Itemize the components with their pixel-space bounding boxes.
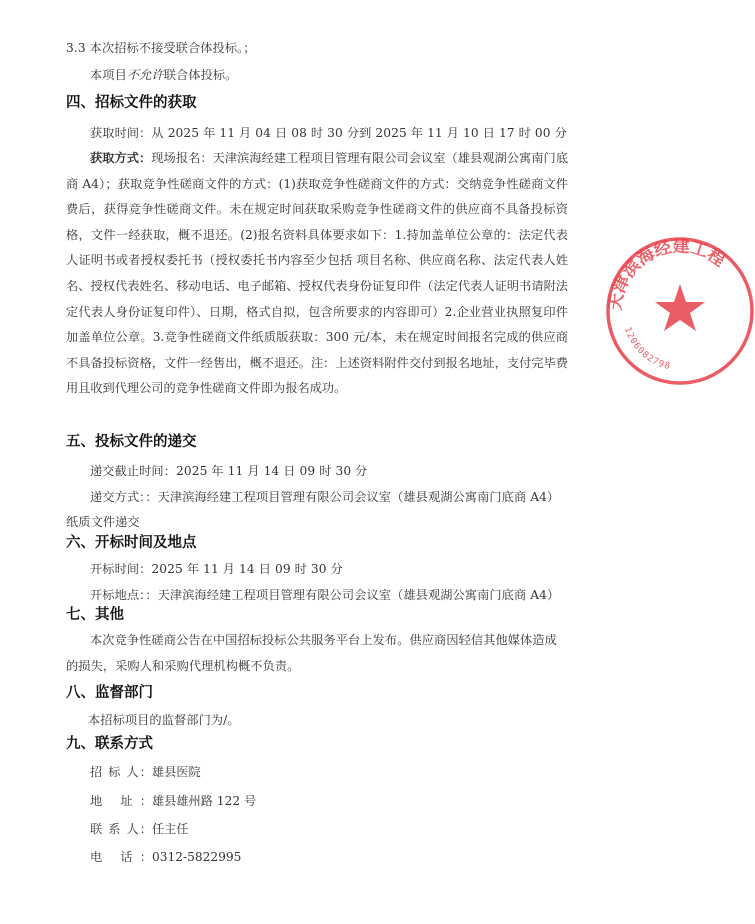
consortium-suffix: 联合体投标。	[163, 68, 238, 82]
other-line-1: 本次竞争性磋商公告在中国招标投标公共服务平台上发布。供应商因轻信其他媒体造成	[90, 633, 557, 647]
contact-value: 任主任	[152, 822, 189, 836]
consortium-note	[90, 67, 237, 84]
company-seal	[605, 236, 755, 386]
contact-row-tenderer	[90, 764, 201, 781]
heading-supervision: 八、监督部门	[66, 685, 153, 701]
heading-submission: 五、投标文件的递交	[66, 434, 197, 450]
contact-row-person	[90, 821, 189, 838]
obtain-time: 获取时间：从 2025 年 11 月 04 日 08 时 30 分到 2025 年 11 月 10 日 17 时 00 分	[90, 126, 567, 140]
supervision-text: 本招标项目的监督部门为/。	[88, 713, 240, 727]
heading-bid-opening: 六、开标时间及地点	[66, 535, 197, 551]
contact-row-phone	[90, 849, 241, 866]
opening-place: 开标地点：：天津滨海经建工程项目管理有限公司会议室（雄县观湖公寓南门底商 A4）	[90, 588, 560, 602]
contact-label: 招 标 人：	[90, 765, 152, 779]
obtain-method-label: 获取方式：	[90, 151, 152, 165]
seal-number: 1206082798	[622, 325, 672, 373]
contact-value: 0312-5822995	[152, 850, 242, 864]
contact-row-address	[90, 793, 256, 810]
submission-deadline: 递交截止时间：2025 年 11 月 14 日 09 时 30 分	[90, 464, 368, 478]
heading-contact: 九、联系方式	[66, 736, 153, 752]
contact-label: 电 话：	[90, 850, 152, 864]
contact-label: 地 址：	[90, 794, 152, 808]
consortium-emphasis: 不允许	[126, 68, 164, 82]
obtain-method-text: 现场报名：天津滨海经建工程项目管理有限公司会议室（雄县观湖公寓南门底商 A4）；获取竞争性磋商文件的方式：(1)获取竞争性磋商文件的方式：交纳竞争性磋商文件费后，获得竞争性磋商文件。未在规定时间获取采购竞争性磋商文件的供应商不具备投标资格，文件一经获取，概不退还。(2)报名资料具体要求如下：1.持加盖单位公章的：法定代表人证明书或者授权委托书（授权委托书内容至少包括 项目名称、供应商名称、法定代表人姓名、授权代表姓名、移动电话、电子邮箱、授权代表身份证复印件（法定代表人证明书请附法定代表人身份证复印件）、日期，格式自拟，包含所要求的内容即可）2.企业营业执照复印件加盖单位公章。3.竞争性磋商文件纸质版获取：300 元/本，未在规定时间报名完成的供应商不具备投标资格，文件一经售出，概不退还。注：上述资料附件交付到报名地址，支付完毕费用且收到代理公司的竞争性磋商文件即为报名成功。	[66, 151, 569, 396]
item-3-3: 3.3 本次招标不接受联合体投标。；	[66, 41, 256, 55]
heading-obtain-documents: 四、招标文件的获取	[66, 95, 197, 111]
contact-label: 联 系 人：	[90, 822, 152, 836]
heading-other: 七、其他	[66, 607, 124, 623]
submission-method-cont: 纸质文件递交	[66, 515, 140, 529]
contact-value: 雄县医院	[152, 765, 201, 779]
seal-text: 天津滨海经建工程	[605, 236, 729, 312]
obtain-method-paragraph	[66, 146, 568, 402]
other-line-2: 的损失，采购人和采购代理机构概不负责。	[66, 659, 300, 673]
seal-star-icon	[655, 284, 705, 331]
submission-method: 递交方式：：天津滨海经建工程项目管理有限公司会议室（雄县观湖公寓南门底商 A4）	[90, 490, 560, 504]
consortium-prefix: 本项目	[90, 68, 127, 82]
contact-value: 雄县雄州路 122 号	[152, 794, 257, 808]
opening-time: 开标时间：2025 年 11 月 14 日 09 时 30 分	[90, 562, 343, 576]
